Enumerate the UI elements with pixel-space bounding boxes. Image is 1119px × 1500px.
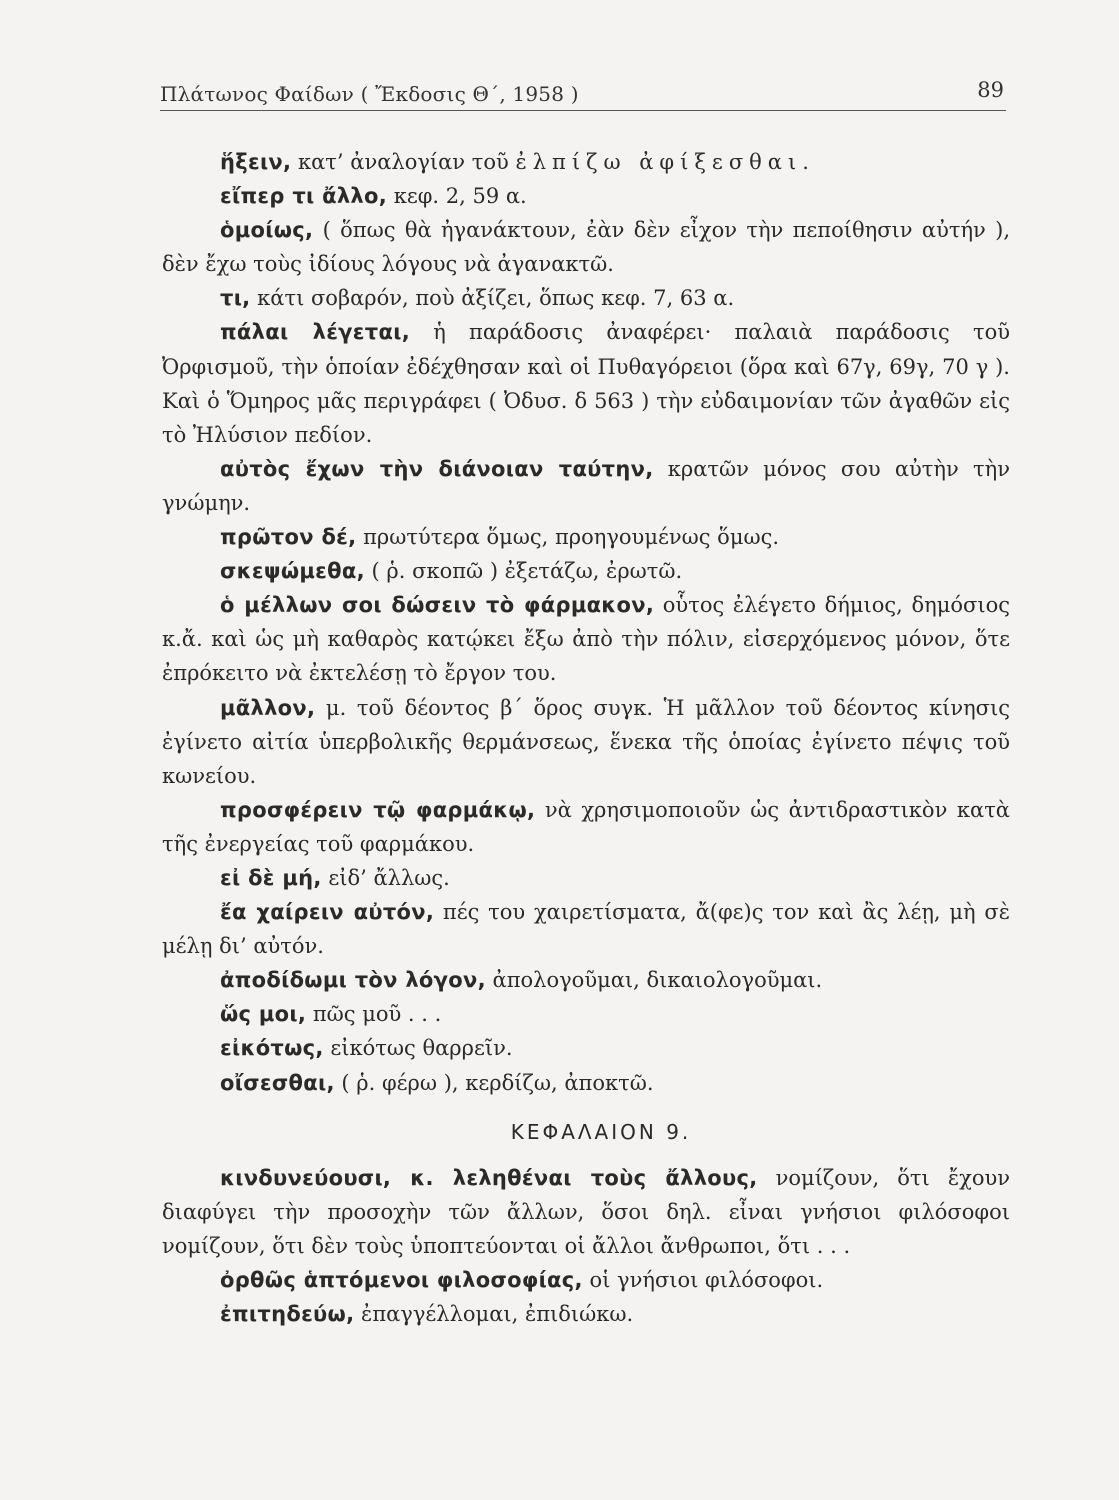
entry-text: ἀπολογοῦμαι, δικαιολογοῦμαι. bbox=[485, 968, 823, 993]
entry-lemma: οἴσεσθαι, bbox=[220, 1070, 335, 1095]
entry-lemma: ἔα χαίρειν αὐτόν, bbox=[220, 900, 435, 925]
gloss-entry bbox=[162, 1263, 1010, 1297]
page-body bbox=[162, 145, 1010, 1331]
entry-text: μ. τοῦ δέοντος β΄ ὅρος συγκ. Ἡ μᾶλλον τοῦ δέοντος κίνησις ἐγίνετο αἰτία ὑπερβολικῆς θερμάνσεως, ἕνεκα τῆς ὁποίας ἐγίνετο πέψις τοῦ κωνείου. bbox=[162, 695, 1010, 788]
entry-text: κάτι σοβαρόν, ποὺ ἀξίζει, ὅπως κεφ. 7, 63 α. bbox=[250, 286, 735, 311]
entry-lemma: πάλαι λέγεται, bbox=[220, 320, 410, 345]
entry-lemma: προσφέρειν τῷ φαρμάκῳ, bbox=[220, 797, 536, 822]
gloss-entry bbox=[162, 691, 1010, 793]
entry-text: . bbox=[802, 150, 809, 174]
entry-lemma: ἐπιτηδεύω, bbox=[220, 1302, 355, 1327]
gloss-entry bbox=[162, 861, 1010, 895]
entry-lemma: ἀποδίδωμι τὸν λόγον, bbox=[220, 968, 486, 993]
entry-text: οὗτος ἐλέγετο δήμιος, δημόσιος κ.ἄ. καὶ ὡς μὴ καθαρὸς κατῴκει ἔξω ἀπὸ τὴν πόλιν, εἰσερχόμενος μόνον, ὅτε ἐπρόκειτο νὰ ἐκτελέσῃ τὸ ἔργον του. bbox=[162, 593, 1010, 686]
entry-lemma: ὀρθῶς ἁπτόμενοι φιλοσοφίας, bbox=[220, 1268, 583, 1292]
gloss-entry bbox=[162, 520, 1010, 554]
gloss-entry bbox=[162, 145, 1010, 179]
entry-text: κρατῶν μόνος σου αὐτὴν τὴν γνώμην. bbox=[162, 456, 1010, 515]
header-title: Πλάτωνος Φαίδων ( Ἔκδοσις Θ΄, 1958 ) bbox=[160, 82, 579, 106]
entry-lemma: ὁμοίως, bbox=[220, 218, 314, 243]
entry-lemma: κινδυνεύουσι, κ. λεληθέναι τοὺς ἄλλους, bbox=[220, 1165, 758, 1190]
entry-lemma: ἥξειν, bbox=[220, 150, 292, 174]
entry-lemma: αὐτὸς ἔχων τὴν διάνοιαν ταύτην, bbox=[220, 456, 654, 481]
entry-lemma: τι, bbox=[220, 286, 251, 311]
gloss-entry bbox=[162, 793, 1010, 861]
entry-spaced-text: ἐλπίζω ἀφίξεσθαι bbox=[515, 150, 803, 174]
entry-text: ( ῥ. σκοπῶ ) ἐξετάζω, ἐρωτῶ. bbox=[364, 559, 683, 584]
gloss-entry bbox=[162, 963, 1010, 997]
gloss-entry bbox=[162, 1297, 1010, 1331]
gloss-entry bbox=[162, 997, 1010, 1031]
entry-text: κατ’ ἀναλογίαν τοῦ bbox=[291, 150, 516, 174]
entry-lemma: εἴπερ τι ἄλλο, bbox=[220, 184, 388, 209]
entry-lemma: σκεψώμεθα, bbox=[220, 559, 365, 584]
entry-lemma: πρῶτον δέ, bbox=[220, 525, 357, 550]
entry-text: πρωτύτερα ὅμως, προηγουμένως ὅμως. bbox=[356, 525, 780, 550]
entry-text: εἰδ’ ἄλλως. bbox=[321, 865, 450, 890]
chapter-heading: ΚΕΦΑΛΑΙΟΝ 9. bbox=[510, 1119, 692, 1144]
entry-text: ἡ παράδοσις ἀναφέρει· παλαιὰ παράδοσις τοῦ Ὀρφισμοῦ, τὴν ὁποίαν ἐδέχθησαν καὶ οἱ Πυθαγόρειοι (ὅρα καὶ 67γ, 69γ, 70 γ ). Καὶ ὁ Ὅμηρος μᾶς περιγράφει ( Ὀδυσ. δ 563 ) τὴν εὐδαιμονίαν τῶν ἀγαθῶν εἰς τὸ Ἠλύσιον πεδίον. bbox=[162, 320, 1010, 447]
gloss-entry bbox=[162, 315, 1010, 451]
gloss-entry bbox=[162, 895, 1010, 963]
page-number: 89 bbox=[977, 78, 1004, 102]
entry-lemma: μᾶλλον, bbox=[220, 695, 316, 720]
entry-text: νομίζουν, ὅτι ἔχουν διαφύγει τὴν προσοχὴν τῶν ἄλλων, ὅσοι δηλ. εἶναι γνήσιοι φιλόσοφοι νομίζουν, ὅτι δὲν τοὺς ὑποπτεύονται οἱ ἄλλοι ἄνθρωποι, ὅτι . . . bbox=[162, 1165, 1010, 1258]
gloss-entry bbox=[162, 1066, 1010, 1100]
entry-lemma: ὥς μοι, bbox=[220, 1002, 307, 1027]
entry-text: ἐπαγγέλλομαι, ἐπιδιώκω. bbox=[354, 1302, 634, 1327]
entry-text: πές του χαιρετίσματα, ἄ(φε)ς τον καὶ ἂς λέῃ, μὴ σὲ μέλῃ δι’ αὐτόν. bbox=[162, 900, 1010, 959]
entry-text: οἱ γνήσιοι φιλόσοφοι. bbox=[582, 1268, 824, 1292]
entry-text: εἰκότως θαρρεῖν. bbox=[323, 1036, 513, 1061]
entry-text: ( ῥ. φέρω ), κερδίζω, ἀποκτῶ. bbox=[334, 1070, 654, 1095]
entry-lemma: εἰ δὲ μή, bbox=[220, 865, 322, 890]
gloss-entry bbox=[162, 281, 1010, 315]
gloss-entry bbox=[162, 554, 1010, 588]
gloss-entry bbox=[162, 213, 1010, 281]
gloss-entry bbox=[162, 588, 1010, 690]
entry-text: πῶς μοῦ . . . bbox=[306, 1002, 442, 1027]
entry-lemma: εἰκότως, bbox=[220, 1036, 324, 1061]
running-header bbox=[160, 78, 1006, 111]
entry-lemma: ὁ μέλλων σοι δώσειν τὸ φάρμακον, bbox=[220, 593, 655, 618]
gloss-entry bbox=[162, 1031, 1010, 1065]
entry-text: νὰ χρησιμοποιοῦν ὡς ἀντιδραστικὸν κατὰ τῆς ἐνεργείας τοῦ φαρμάκου. bbox=[162, 797, 1010, 856]
entry-text: ( ὅπως θὰ ἠγανάκτουν, ἐὰν δὲν εἶχον τὴν πεποίθησιν αὐτήν ), δὲν ἔχω τοὺς ἰδίους λόγους νὰ ἀγανακτῶ. bbox=[162, 218, 1010, 277]
gloss-entry bbox=[162, 1161, 1010, 1263]
gloss-entry bbox=[162, 179, 1010, 213]
entry-text: κεφ. 2, 59 α. bbox=[387, 184, 527, 209]
gloss-entry bbox=[162, 452, 1010, 520]
